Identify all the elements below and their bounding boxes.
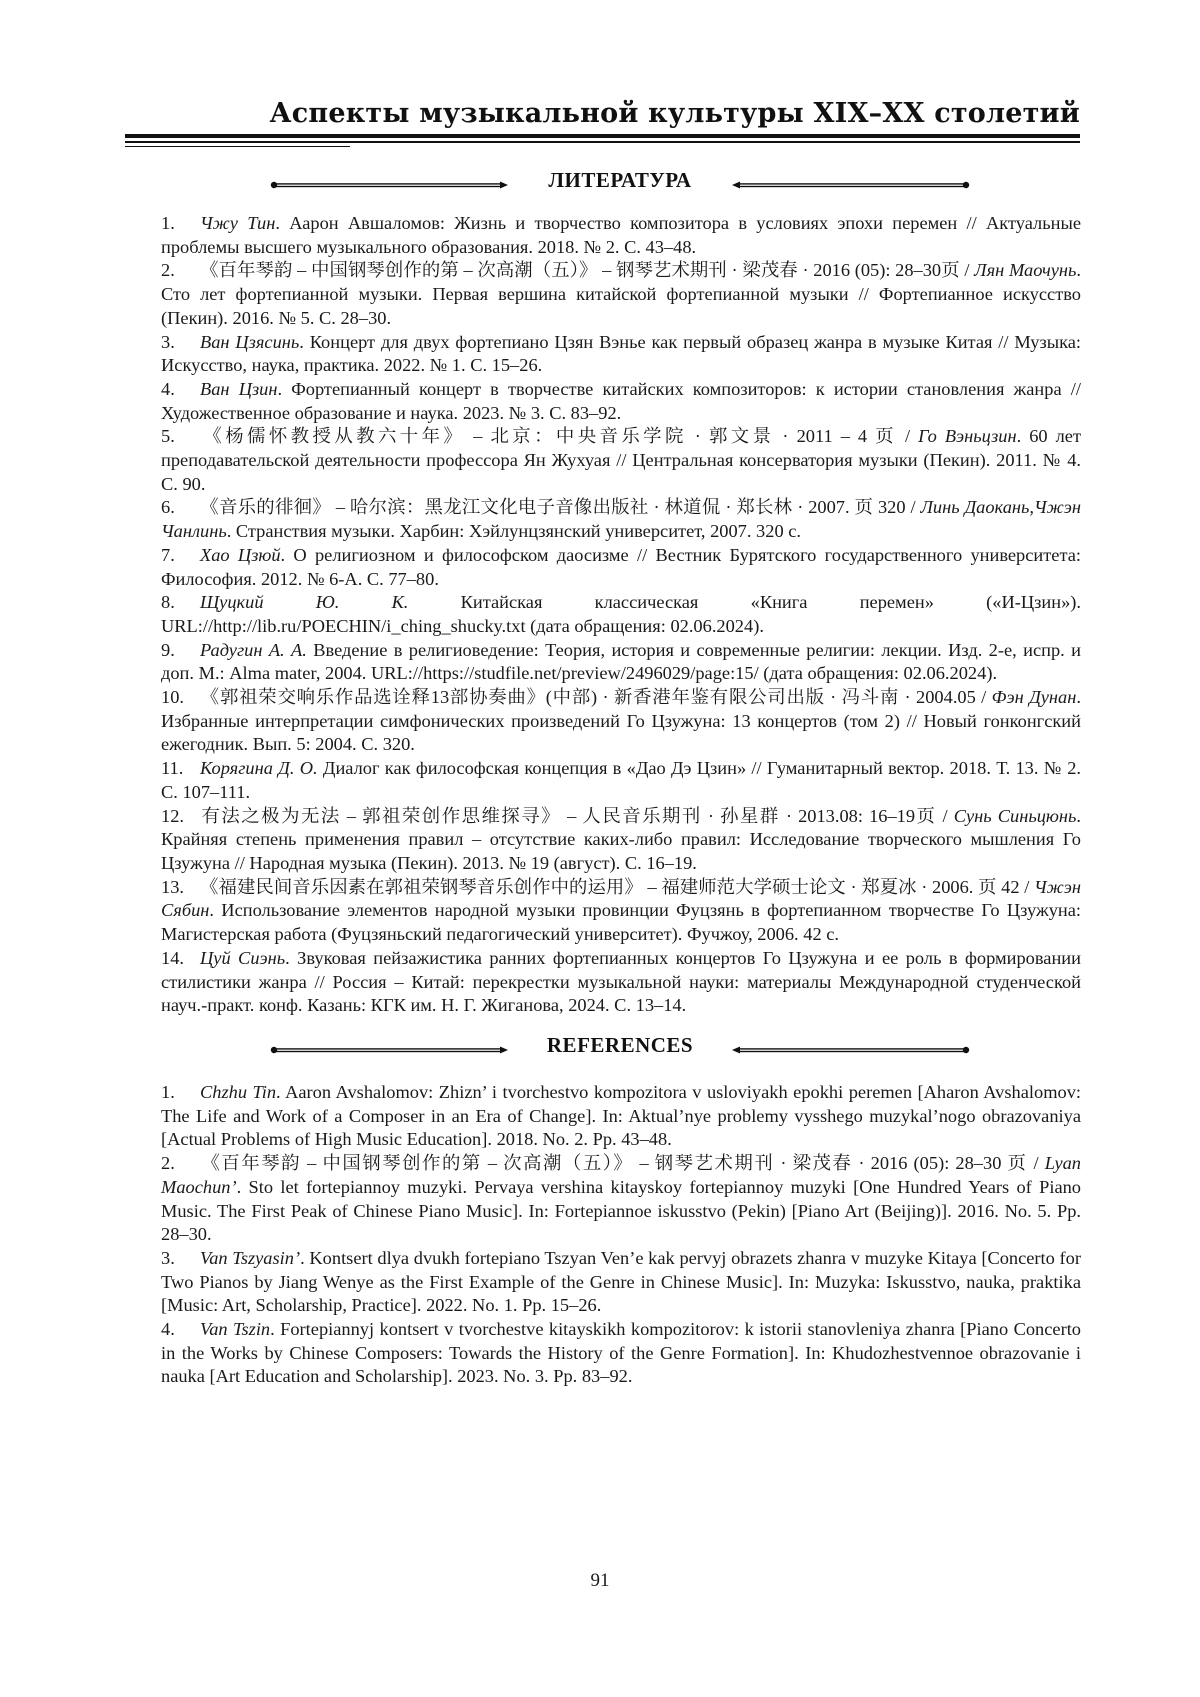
reference-text: . 60 лет преподавательской деятельности профессора Ян Жухуая // Центральная консерватория музыки (Пекин). 2011. № 4. С. 90. [161, 426, 1081, 494]
reference-text: . Крайняя степень применения правил – отсутствие каких-либо правил: Исследование творческого мышления Го Цзужуна // Народная музыка (Пекин). 2013. № 19 (август). С. 16–19. [161, 805, 1081, 873]
reference-number: 12. [161, 805, 184, 826]
reference-author: Ван Цзин [200, 378, 278, 399]
reference-text: . Aaron Avshalomov: Zhizn’ i tvorchestvo kompozitora v usloviyakh epokhi peremen [Aharon Avshalomov: The Life and Work of a Composer in an Era of Change]. In: Aktual’nye problemy vysshego muzykal’nogo obrazovaniya [Actual Problems of High Music Education]. 2018. No. 2. Pp. 43–48. [161, 1082, 1082, 1150]
reference-text: Диалог как философская концепция в «Дао Дэ Цзин» // Гуманитарный вектор. 2018. Т. 13. № 2. С. 107–111. [161, 758, 1081, 802]
running-header [125, 96, 1080, 132]
header-rule-short [125, 146, 350, 148]
reference-item [161, 378, 1081, 425]
reference-number: 2. [161, 1153, 175, 1174]
reference-author: Van Tszyasin’ [200, 1247, 301, 1268]
reference-author: Чжэн Сябин [161, 876, 1081, 921]
reference-number: 3. [161, 1247, 175, 1268]
reference-item [161, 947, 1081, 1018]
reference-original-title: 《杨儒怀教授从教六十年》 – 北京：中央音乐学院 · 郭文景 · 2011 – 4 页 / [200, 426, 919, 447]
reference-number: 13. [161, 876, 184, 897]
header-rule-thin [125, 141, 1080, 143]
running-header-title: Аспекты музыкальной культуры XIX–XX столетий [269, 98, 1080, 129]
reference-author: Lyan Maochun’ [161, 1153, 1081, 1197]
references-heading [160, 1033, 1080, 1063]
reference-author: Хао Цзюй [200, 544, 281, 565]
reference-number: 4. [161, 378, 175, 399]
ornament-left-icon [270, 180, 510, 190]
literature-heading [160, 168, 1080, 198]
reference-text: . Концерт для двух фортепиано Цзян Вэнье как первый образец жанра в музыке Китая // Музыка: Искусство, наука, практика. 2022. № 1. С. 15–26. [161, 331, 1081, 376]
reference-item [161, 1318, 1081, 1389]
reference-number: 11. [161, 758, 184, 779]
reference-item [161, 331, 1081, 378]
reference-text: . Fortepiannyj kontsert v tvorchestve kitayskikh kompozitorov: k istorii stanovleniya zhanra [Piano Concerto in the Works by Chinese Composers: Towards the History of the Genre Formation]. In: Khudozhestvennoe obrazovanie i nauka [Art Education and Scholarship]. 2023. No. 3. Pp. 83–92. [161, 1319, 1081, 1387]
reference-item [161, 212, 1081, 259]
reference-number: 9. [161, 639, 175, 660]
reference-item [161, 425, 1081, 496]
reference-original-title: 《百年琴韵 – 中国钢琴创作的第 – 次高潮（五）》 – 钢琴艺术期刊 · 梁茂春 · 2016 (05): 28–30页 / [200, 260, 975, 281]
reference-item [161, 259, 1081, 330]
reference-author: Цуй Сиэнь [200, 947, 286, 968]
reference-item [161, 591, 1081, 638]
reference-text: . Использование элементов народной музыки провинции Фуцзянь в фортепианном творчестве Го Цзужуна: Магистерская работа (Фуцзяньский педагогический университет). Фучжоу, 2006. 42 с. [161, 900, 1081, 945]
reference-text: . Странствия музыки. Харбин: Хэйлунцзянский университет, 2007. 320 с. [226, 521, 802, 542]
references-heading-text: REFERENCES [546, 1033, 694, 1057]
references-list [161, 1081, 1081, 1389]
reference-number: 3. [161, 331, 175, 352]
reference-item [161, 805, 1081, 876]
ornament-right-icon [730, 180, 970, 190]
page-number: 91 [590, 1570, 610, 1591]
ornament-right-icon [730, 1045, 970, 1055]
reference-original-title: 《音乐的徘徊》 – 哈尔滨：黑龙江文化电子音像出版社 · 林道侃 · 郑长林 · 2007. 页 320 / [200, 497, 921, 518]
reference-text: . О религиозном и философском даосизме // Вестник Бурятского государственного университета: Философия. 2012. № 6-А. С. 77–80. [161, 544, 1081, 589]
reference-author: Го Вэньцзин [918, 426, 1017, 447]
header-rules [125, 134, 1080, 147]
reference-item [161, 757, 1081, 804]
reference-author: Корягина Д. О. [200, 758, 318, 779]
reference-original-title: 《郭祖荣交响乐作品选诠释13部协奏曲》(中部) · 新香港年鉴有限公司出版 · 冯斗南 · 2004.05 / [200, 687, 992, 708]
reference-author: Линь Даокань,Чжэн Чанлинь [161, 497, 1081, 542]
reference-item [161, 1247, 1081, 1318]
reference-author: Chzhu Tin [200, 1082, 277, 1102]
reference-text: . Сто лет фортепианной музыки. Первая вершина китайской фортепианной музыки // Фортепианное искусство (Пекин). 2016. № 5. С. 28–30. [161, 260, 1081, 328]
literature-heading-text: ЛИТЕРАТУРА [548, 168, 692, 192]
reference-text: Китайская классическая «Книга перемен» («И-Цзин»). URL://http://lib.ru/POECHIN/i_ching_shucky.txt (дата обращения: 02.06.2024). [161, 592, 1081, 636]
reference-item [161, 544, 1081, 591]
reference-text: . Kontsert dlya dvukh fortepiano Tszyan Ven’e kak pervyj obrazets zhanra v muzyke Kitaya [Concerto for Two Pianos by Jiang Wenye as the First Example of the Genre in Chinese Music]. In: Muzyka: Iskusstvo, nauka, praktika [Music: Art, Scholarship, Practice]. 2022. No. 1. Pp. 15–26. [161, 1247, 1082, 1316]
reference-item [161, 876, 1081, 947]
reference-author: Лян Маочунь [974, 260, 1077, 281]
header-rule-thick [125, 134, 1080, 138]
reference-number: 1. [161, 1082, 175, 1102]
reference-original-title: 《百年琴韵 – 中国钢琴创作的第 – 次高潮（五）》 – 钢琴艺术期刊 · 梁茂春 · 2016 (05): 28–30 页 / [200, 1153, 1045, 1174]
reference-author: Van Tszin [200, 1319, 271, 1340]
reference-original-title: 有法之极为无法 – 郭祖荣创作思维探寻》 – 人民音乐期刊 · 孙星群 · 2013.08: 16–19页 / [200, 805, 954, 826]
reference-author: Радугин А. А. [200, 639, 307, 660]
reference-number: 1. [161, 213, 175, 233]
reference-number: 10. [161, 687, 184, 708]
reference-author: Ван Цзясинь [200, 331, 300, 352]
literature-list [161, 212, 1081, 1018]
reference-author: Чжу Тин [200, 213, 276, 233]
reference-number: 14. [161, 947, 184, 968]
reference-item [161, 1081, 1081, 1152]
reference-original-title: 《福建民间音乐因素在郭祖荣钢琴音乐创作中的运用》 – 福建师范大学硕士论文 · 郑夏冰 · 2006. 页 42 / [200, 876, 1034, 897]
reference-number: 4. [161, 1319, 175, 1340]
reference-text: . Аарон Авшаломов: Жизнь и творчество композитора в условиях эпохи перемен // Актуальные проблемы высшего музыкального образования. 2018. № 2. С. 43–48. [161, 213, 1081, 257]
reference-author: Фэн Дунан [991, 687, 1077, 708]
reference-text: . Избранные интерпретации симфонических произведений Го Цзужуна: 13 концертов (том 2) // Новый гонконгский ежегодник. Вып. 5: 2004. С. 320. [161, 687, 1081, 755]
reference-item [161, 1152, 1081, 1247]
reference-number: 7. [161, 544, 175, 565]
reference-text: . Фортепианный концерт в творчестве китайских композиторов: к истории становления жанра // Художественное образование и наука. 2023. № 3. С. 83–92. [161, 378, 1081, 423]
reference-number: 8. [161, 592, 175, 613]
reference-number: 2. [161, 260, 175, 281]
reference-item [161, 686, 1081, 757]
reference-number: 5. [161, 426, 175, 447]
ornament-left-icon [270, 1045, 510, 1055]
reference-item [161, 639, 1081, 686]
reference-author: Щуцкий Ю. К. [200, 592, 409, 613]
reference-text: . Звуковая пейзажистика ранних фортепианных концертов Го Цзужуна и ее роль в формировании стилистики жанра // Россия – Китай: перекрестки музыкальной науки: материалы Международной студенческой науч.-практ. конф. Казань: КГК им. Н. Г. Жиганова, 2024. С. 13–14. [161, 947, 1081, 1016]
reference-number: 6. [161, 497, 175, 518]
reference-author: Сунь Синьцюнь [953, 805, 1077, 826]
reference-item [161, 496, 1081, 543]
reference-text: . Sto let fortepiannoy muzyki. Pervaya vershina kitayskoy fortepiannoy muzyki [One Hundred Years of Piano Music. The First Peak of Chinese Piano Music]. In: Fortepiannoe iskusstvo (Pekin) [Piano Art (Beijing)]. 2016. No. 5. Pp. 28–30. [161, 1176, 1081, 1245]
reference-text: Введение в религиоведение: Теория, история и современные религии: лекции. Изд. 2-е, испр. и доп. М.: Alma mater, 2004. URL://https://studfile.net/preview/2496029/page:15/ (дата обращения: 02.06.2024). [161, 639, 1081, 684]
